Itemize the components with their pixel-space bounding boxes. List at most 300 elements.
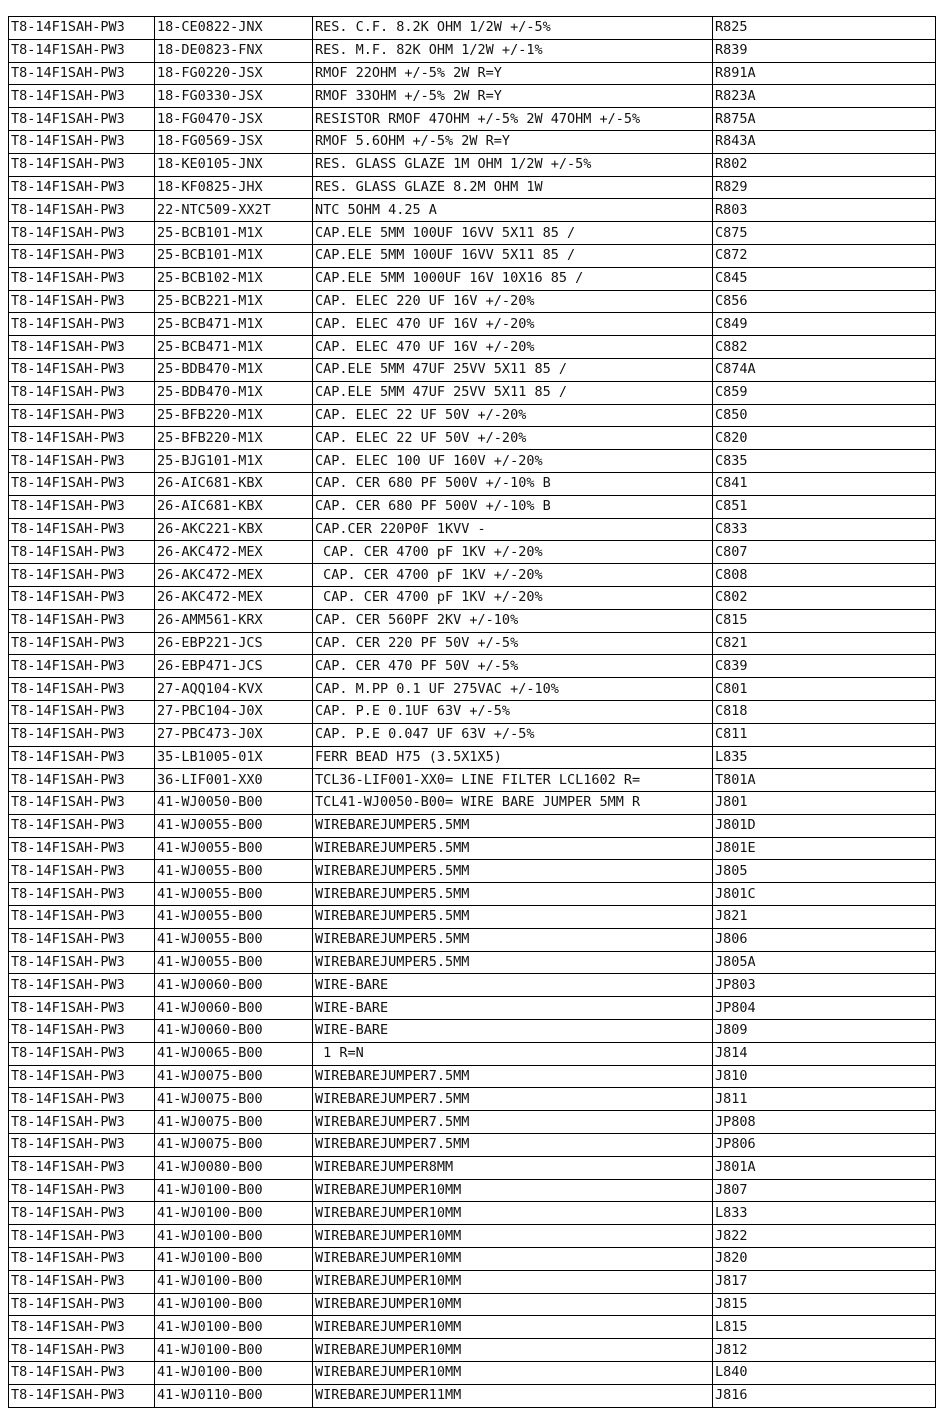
part-number-cell: 41-WJ0060-B00 [155,997,313,1020]
location-cell: R803 [713,199,936,222]
table-row [9,814,936,837]
model-cell: T8-14F1SAH-PW3 [9,1179,155,1202]
model-cell: T8-14F1SAH-PW3 [9,769,155,792]
description-cell: WIRE-BARE [313,974,713,997]
location-cell: J806 [713,928,936,951]
description-cell: 1 R=N [313,1042,713,1065]
model-cell: T8-14F1SAH-PW3 [9,792,155,815]
model-cell: T8-14F1SAH-PW3 [9,267,155,290]
model-cell: T8-14F1SAH-PW3 [9,495,155,518]
part-number-cell: 41-WJ0075-B00 [155,1088,313,1111]
model-cell: T8-14F1SAH-PW3 [9,1248,155,1271]
model-cell: T8-14F1SAH-PW3 [9,906,155,929]
location-cell: J817 [713,1270,936,1293]
model-cell: T8-14F1SAH-PW3 [9,313,155,336]
part-number-cell: 26-AKC472-MEX [155,564,313,587]
location-cell: C833 [713,518,936,541]
description-cell: WIREBAREJUMPER10MM [313,1362,713,1385]
part-number-cell: 18-FG0470-JSX [155,108,313,131]
model-cell: T8-14F1SAH-PW3 [9,997,155,1020]
part-number-cell: 25-BJG101-M1X [155,450,313,473]
model-cell: T8-14F1SAH-PW3 [9,222,155,245]
part-number-cell: 41-WJ0100-B00 [155,1225,313,1248]
description-cell: CAP. ELEC 100 UF 160V +/-20% [313,450,713,473]
model-cell: T8-14F1SAH-PW3 [9,1202,155,1225]
description-cell: TCL36-LIF001-XX0= LINE FILTER LCL1602 R= [313,769,713,792]
part-number-cell: 18-FG0220-JSX [155,62,313,85]
table-row [9,746,936,769]
description-cell: CAP. CER 220 PF 50V +/-5% [313,632,713,655]
part-number-cell: 26-AKC221-KBX [155,518,313,541]
part-number-cell: 41-WJ0100-B00 [155,1270,313,1293]
part-number-cell: 41-WJ0055-B00 [155,906,313,929]
model-cell: T8-14F1SAH-PW3 [9,632,155,655]
model-cell: T8-14F1SAH-PW3 [9,883,155,906]
table-row [9,1316,936,1339]
description-cell: CAP.ELE 5MM 100UF 16VV 5X11 85 / [313,222,713,245]
model-cell: T8-14F1SAH-PW3 [9,1270,155,1293]
part-number-cell: 41-WJ0065-B00 [155,1042,313,1065]
description-cell: CAP. CER 560PF 2KV +/-10% [313,609,713,632]
part-number-cell: 26-AKC472-MEX [155,541,313,564]
location-cell: C859 [713,381,936,404]
location-cell: R839 [713,39,936,62]
part-number-cell: 26-AKC472-MEX [155,586,313,609]
table-row [9,1156,936,1179]
location-cell: C811 [713,723,936,746]
model-cell: T8-14F1SAH-PW3 [9,1042,155,1065]
table-row [9,472,936,495]
description-cell: CAP. ELEC 470 UF 16V +/-20% [313,336,713,359]
table-row [9,837,936,860]
description-cell: WIREBAREJUMPER5.5MM [313,814,713,837]
part-number-cell: 41-WJ0100-B00 [155,1202,313,1225]
table-row [9,1339,936,1362]
table-row [9,1225,936,1248]
table-row [9,404,936,427]
part-number-cell: 27-AQQ104-KVX [155,678,313,701]
part-number-cell: 25-BCB101-M1X [155,244,313,267]
table-row [9,586,936,609]
description-cell: TCL41-WJ0050-B00= WIRE BARE JUMPER 5MM R [313,792,713,815]
part-number-cell: 41-WJ0100-B00 [155,1339,313,1362]
location-cell: R843A [713,130,936,153]
description-cell: RES. M.F. 82K OHM 1/2W +/-1% [313,39,713,62]
part-number-cell: 25-BCB471-M1X [155,313,313,336]
location-cell: J805A [713,951,936,974]
description-cell: CAP. CER 470 PF 50V +/-5% [313,655,713,678]
model-cell: T8-14F1SAH-PW3 [9,860,155,883]
table-row [9,1202,936,1225]
location-cell: J822 [713,1225,936,1248]
part-number-cell: 41-WJ0100-B00 [155,1293,313,1316]
model-cell: T8-14F1SAH-PW3 [9,450,155,473]
location-cell: R823A [713,85,936,108]
table-row [9,541,936,564]
location-cell: J810 [713,1065,936,1088]
table-row [9,769,936,792]
description-cell: WIREBAREJUMPER10MM [313,1270,713,1293]
location-cell: L835 [713,746,936,769]
description-cell: WIREBAREJUMPER7.5MM [313,1065,713,1088]
part-number-cell: 18-FG0569-JSX [155,130,313,153]
part-number-cell: 41-WJ0100-B00 [155,1179,313,1202]
location-cell: JP803 [713,974,936,997]
model-cell: T8-14F1SAH-PW3 [9,814,155,837]
table-row [9,655,936,678]
model-cell: T8-14F1SAH-PW3 [9,199,155,222]
part-number-cell: 41-WJ0055-B00 [155,928,313,951]
description-cell: CAP.ELE 5MM 100UF 16VV 5X11 85 / [313,244,713,267]
table-row [9,1042,936,1065]
model-cell: T8-14F1SAH-PW3 [9,541,155,564]
location-cell: T801A [713,769,936,792]
model-cell: T8-14F1SAH-PW3 [9,928,155,951]
part-number-cell: 41-WJ0080-B00 [155,1156,313,1179]
model-cell: T8-14F1SAH-PW3 [9,472,155,495]
description-cell: WIREBAREJUMPER8MM [313,1156,713,1179]
location-cell: R802 [713,153,936,176]
part-number-cell: 25-BCB471-M1X [155,336,313,359]
part-number-cell: 41-WJ0100-B00 [155,1362,313,1385]
table-row [9,1065,936,1088]
location-cell: J812 [713,1339,936,1362]
location-cell: R875A [713,108,936,131]
model-cell: T8-14F1SAH-PW3 [9,244,155,267]
location-cell: C808 [713,564,936,587]
location-cell: C851 [713,495,936,518]
model-cell: T8-14F1SAH-PW3 [9,564,155,587]
part-number-cell: 18-CE0822-JNX [155,17,313,40]
location-cell: C835 [713,450,936,473]
part-number-cell: 41-WJ0110-B00 [155,1384,313,1407]
model-cell: T8-14F1SAH-PW3 [9,586,155,609]
part-number-cell: 41-WJ0075-B00 [155,1065,313,1088]
model-cell: T8-14F1SAH-PW3 [9,404,155,427]
description-cell: WIREBAREJUMPER7.5MM [313,1134,713,1157]
model-cell: T8-14F1SAH-PW3 [9,1088,155,1111]
table-row [9,609,936,632]
table-row [9,928,936,951]
table-row [9,1134,936,1157]
description-cell: CAP. CER 4700 pF 1KV +/-20% [313,564,713,587]
location-cell: J809 [713,1020,936,1043]
description-cell: CAP.ELE 5MM 1000UF 16V 10X16 85 / [313,267,713,290]
location-cell: J821 [713,906,936,929]
location-cell: C845 [713,267,936,290]
table-row [9,130,936,153]
model-cell: T8-14F1SAH-PW3 [9,1293,155,1316]
description-cell: WIREBAREJUMPER7.5MM [313,1088,713,1111]
location-cell: J801C [713,883,936,906]
model-cell: T8-14F1SAH-PW3 [9,700,155,723]
table-row [9,1384,936,1407]
description-cell: RES. C.F. 8.2K OHM 1/2W +/-5% [313,17,713,40]
model-cell: T8-14F1SAH-PW3 [9,153,155,176]
model-cell: T8-14F1SAH-PW3 [9,951,155,974]
description-cell: WIREBAREJUMPER10MM [313,1202,713,1225]
table-row [9,381,936,404]
part-number-cell: 18-DE0823-FNX [155,39,313,62]
table-row [9,678,936,701]
model-cell: T8-14F1SAH-PW3 [9,1111,155,1134]
table-row [9,199,936,222]
description-cell: RES. GLASS GLAZE 8.2M OHM 1W [313,176,713,199]
part-number-cell: 26-AIC681-KBX [155,495,313,518]
model-cell: T8-14F1SAH-PW3 [9,1065,155,1088]
table-row [9,222,936,245]
part-number-cell: 25-BDB470-M1X [155,358,313,381]
location-cell: J801A [713,1156,936,1179]
description-cell: CAP. ELEC 22 UF 50V +/-20% [313,427,713,450]
part-number-cell: 22-NTC509-XX2T [155,199,313,222]
bom-table-body [9,17,936,1408]
table-row [9,792,936,815]
description-cell: CAP. CER 4700 pF 1KV +/-20% [313,586,713,609]
model-cell: T8-14F1SAH-PW3 [9,678,155,701]
description-cell: WIRE-BARE [313,997,713,1020]
description-cell: WIREBAREJUMPER5.5MM [313,928,713,951]
model-cell: T8-14F1SAH-PW3 [9,837,155,860]
model-cell: T8-14F1SAH-PW3 [9,85,155,108]
description-cell: CAP.ELE 5MM 47UF 25VV 5X11 85 / [313,381,713,404]
table-row [9,1293,936,1316]
description-cell: CAP. CER 680 PF 500V +/-10% B [313,472,713,495]
location-cell: J805 [713,860,936,883]
table-row [9,17,936,40]
description-cell: CAP. CER 680 PF 500V +/-10% B [313,495,713,518]
model-cell: T8-14F1SAH-PW3 [9,176,155,199]
location-cell: C856 [713,290,936,313]
model-cell: T8-14F1SAH-PW3 [9,62,155,85]
table-row [9,267,936,290]
description-cell: WIREBAREJUMPER7.5MM [313,1111,713,1134]
table-row [9,176,936,199]
location-cell: C850 [713,404,936,427]
description-cell: WIREBAREJUMPER10MM [313,1339,713,1362]
bom-table [8,16,936,1408]
location-cell: J811 [713,1088,936,1111]
description-cell: CAP. P.E 0.047 UF 63V +/-5% [313,723,713,746]
description-cell: FERR BEAD H75 (3.5X1X5) [313,746,713,769]
part-number-cell: 36-LIF001-XX0 [155,769,313,792]
description-cell: CAP. M.PP 0.1 UF 275VAC +/-10% [313,678,713,701]
location-cell: J801D [713,814,936,837]
location-cell: C839 [713,655,936,678]
description-cell: CAP. P.E 0.1UF 63V +/-5% [313,700,713,723]
description-cell: WIREBAREJUMPER5.5MM [313,883,713,906]
location-cell: C801 [713,678,936,701]
table-row [9,313,936,336]
table-row [9,62,936,85]
description-cell: NTC 5OHM 4.25 A [313,199,713,222]
table-row [9,336,936,359]
model-cell: T8-14F1SAH-PW3 [9,1134,155,1157]
location-cell: L833 [713,1202,936,1225]
location-cell: L840 [713,1362,936,1385]
table-row [9,1179,936,1202]
model-cell: T8-14F1SAH-PW3 [9,427,155,450]
part-number-cell: 41-WJ0050-B00 [155,792,313,815]
model-cell: T8-14F1SAH-PW3 [9,381,155,404]
table-row [9,1088,936,1111]
table-row [9,518,936,541]
model-cell: T8-14F1SAH-PW3 [9,1362,155,1385]
part-number-cell: 41-WJ0055-B00 [155,860,313,883]
location-cell: J807 [713,1179,936,1202]
table-row [9,564,936,587]
location-cell: R825 [713,17,936,40]
model-cell: T8-14F1SAH-PW3 [9,130,155,153]
location-cell: JP808 [713,1111,936,1134]
part-number-cell: 25-BFB220-M1X [155,427,313,450]
model-cell: T8-14F1SAH-PW3 [9,1316,155,1339]
location-cell: R891A [713,62,936,85]
part-number-cell: 41-WJ0055-B00 [155,837,313,860]
location-cell: JP804 [713,997,936,1020]
table-row [9,39,936,62]
description-cell: WIREBAREJUMPER10MM [313,1316,713,1339]
model-cell: T8-14F1SAH-PW3 [9,723,155,746]
part-number-cell: 25-BCB221-M1X [155,290,313,313]
description-cell: WIREBAREJUMPER10MM [313,1225,713,1248]
part-number-cell: 41-WJ0075-B00 [155,1134,313,1157]
part-number-cell: 41-WJ0060-B00 [155,1020,313,1043]
description-cell: WIREBAREJUMPER10MM [313,1179,713,1202]
part-number-cell: 35-LB1005-01X [155,746,313,769]
model-cell: T8-14F1SAH-PW3 [9,1384,155,1407]
part-number-cell: 41-WJ0055-B00 [155,951,313,974]
part-number-cell: 18-FG0330-JSX [155,85,313,108]
description-cell: CAP. ELEC 470 UF 16V +/-20% [313,313,713,336]
table-row [9,906,936,929]
table-row [9,1111,936,1134]
part-number-cell: 41-WJ0075-B00 [155,1111,313,1134]
part-number-cell: 25-BDB470-M1X [155,381,313,404]
table-row [9,1248,936,1271]
description-cell: WIREBAREJUMPER10MM [313,1248,713,1271]
part-number-cell: 26-EBP471-JCS [155,655,313,678]
part-number-cell: 18-KF0825-JHX [155,176,313,199]
table-row [9,153,936,176]
model-cell: T8-14F1SAH-PW3 [9,39,155,62]
location-cell: J816 [713,1384,936,1407]
part-number-cell: 25-BCB102-M1X [155,267,313,290]
model-cell: T8-14F1SAH-PW3 [9,108,155,131]
location-cell: L815 [713,1316,936,1339]
part-number-cell: 41-WJ0055-B00 [155,883,313,906]
part-number-cell: 41-WJ0100-B00 [155,1248,313,1271]
table-row [9,951,936,974]
location-cell: J801E [713,837,936,860]
table-row [9,85,936,108]
location-cell: C849 [713,313,936,336]
model-cell: T8-14F1SAH-PW3 [9,17,155,40]
table-row [9,1362,936,1385]
model-cell: T8-14F1SAH-PW3 [9,290,155,313]
table-row [9,997,936,1020]
table-row [9,883,936,906]
part-number-cell: 26-AMM561-KRX [155,609,313,632]
part-number-cell: 27-PBC473-J0X [155,723,313,746]
location-cell: C818 [713,700,936,723]
model-cell: T8-14F1SAH-PW3 [9,746,155,769]
location-cell: C841 [713,472,936,495]
description-cell: RMOF 5.6OHM +/-5% 2W R=Y [313,130,713,153]
location-cell: R829 [713,176,936,199]
location-cell: C874A [713,358,936,381]
table-row [9,723,936,746]
description-cell: RMOF 33OHM +/-5% 2W R=Y [313,85,713,108]
table-row [9,974,936,997]
description-cell: WIRE-BARE [313,1020,713,1043]
location-cell: C882 [713,336,936,359]
location-cell: J814 [713,1042,936,1065]
location-cell: C872 [713,244,936,267]
description-cell: RMOF 22OHM +/-5% 2W R=Y [313,62,713,85]
description-cell: CAP. ELEC 220 UF 16V +/-20% [313,290,713,313]
table-row [9,358,936,381]
location-cell: J815 [713,1293,936,1316]
location-cell: C820 [713,427,936,450]
model-cell: T8-14F1SAH-PW3 [9,1339,155,1362]
part-number-cell: 41-WJ0100-B00 [155,1316,313,1339]
model-cell: T8-14F1SAH-PW3 [9,974,155,997]
model-cell: T8-14F1SAH-PW3 [9,1020,155,1043]
location-cell: J801 [713,792,936,815]
location-cell: C875 [713,222,936,245]
table-row [9,450,936,473]
description-cell: CAP. ELEC 22 UF 50V +/-20% [313,404,713,427]
table-row [9,632,936,655]
location-cell: J820 [713,1248,936,1271]
location-cell: C815 [713,609,936,632]
location-cell: JP806 [713,1134,936,1157]
location-cell: C821 [713,632,936,655]
table-row [9,427,936,450]
part-number-cell: 41-WJ0060-B00 [155,974,313,997]
model-cell: T8-14F1SAH-PW3 [9,609,155,632]
location-cell: C807 [713,541,936,564]
description-cell: WIREBAREJUMPER11MM [313,1384,713,1407]
table-row [9,1270,936,1293]
description-cell: CAP.ELE 5MM 47UF 25VV 5X11 85 / [313,358,713,381]
table-row [9,700,936,723]
model-cell: T8-14F1SAH-PW3 [9,518,155,541]
description-cell: CAP.CER 220P0F 1KVV - [313,518,713,541]
part-number-cell: 25-BFB220-M1X [155,404,313,427]
description-cell: RES. GLASS GLAZE 1M OHM 1/2W +/-5% [313,153,713,176]
part-number-cell: 27-PBC104-J0X [155,700,313,723]
table-row [9,860,936,883]
location-cell: C802 [713,586,936,609]
table-row [9,244,936,267]
model-cell: T8-14F1SAH-PW3 [9,358,155,381]
model-cell: T8-14F1SAH-PW3 [9,655,155,678]
table-row [9,495,936,518]
part-number-cell: 26-AIC681-KBX [155,472,313,495]
part-number-cell: 26-EBP221-JCS [155,632,313,655]
model-cell: T8-14F1SAH-PW3 [9,1225,155,1248]
model-cell: T8-14F1SAH-PW3 [9,1156,155,1179]
table-row [9,1020,936,1043]
description-cell: WIREBAREJUMPER5.5MM [313,860,713,883]
part-number-cell: 25-BCB101-M1X [155,222,313,245]
part-number-cell: 41-WJ0055-B00 [155,814,313,837]
description-cell: WIREBAREJUMPER5.5MM [313,837,713,860]
description-cell: WIREBAREJUMPER5.5MM [313,906,713,929]
description-cell: CAP. CER 4700 pF 1KV +/-20% [313,541,713,564]
